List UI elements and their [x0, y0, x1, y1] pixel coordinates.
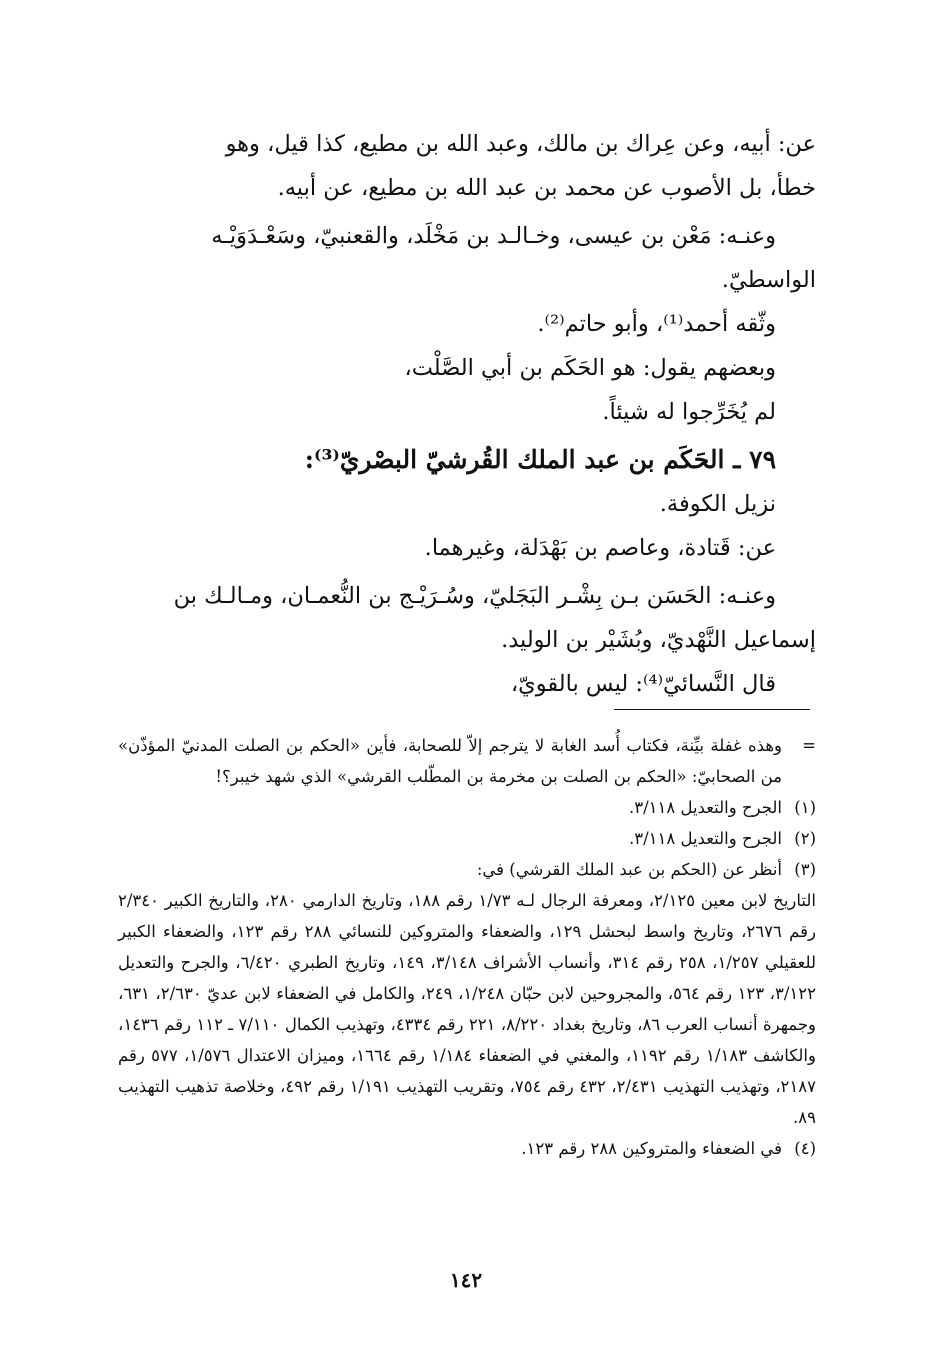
text-line: نزيل الكوفة. — [659, 491, 776, 517]
text-line: عن: أبيه، وعن عِراك بن مالك، وعبد الله بن مطيع، كذا قيل، وهو — [225, 131, 816, 157]
footnote-number: (٤) — [794, 1139, 816, 1158]
entry-title: ٧٩ ـ الحَكَم بن عبد الملك القُرشيّ البصْريّ⁽³⁾: — [304, 445, 776, 474]
text-line: وعنـه: الحَسَن بـن بِشْـر البَجَليّ، وسُـرَيْـج بن النُّعمـان، ومـالـك بن — [173, 583, 776, 609]
text-line: عن: قَتادة، وعاصم بن بَهْدَلة، وغيرهما. — [424, 535, 776, 561]
text-line: إسماعيل النَّهْديّ، وبُشَيْر بن الوليد. — [501, 627, 816, 653]
text-line: الواسطيّ. — [721, 267, 816, 293]
footnote-4 — [118, 1133, 816, 1164]
footnote-2 — [118, 823, 816, 854]
text-line: وثّقه أحمد⁽¹⁾، وأبو حاتم⁽²⁾. — [537, 311, 776, 337]
footnote-text: الجرح والتعديل ٣/١١٨. — [628, 798, 782, 817]
footnote-text: أنظر عن (الحكم بن عبد الملك القرشي) في: — [476, 860, 782, 879]
footnote-number: (٣) — [794, 860, 816, 879]
footnote-number: (٢) — [794, 829, 816, 848]
text-line: لم يُخَرِّجوا له شيئاً. — [602, 399, 776, 425]
footnote-text: الجرح والتعديل ٣/١١٨. — [628, 829, 782, 848]
text-line: وبعضهم يقول: هو الحَكَم بن أبي الصَّلْت، — [404, 355, 776, 381]
page-number: ١٤٢ — [449, 1268, 483, 1292]
footnotes — [118, 730, 816, 1164]
footnote-number: (١) — [794, 798, 816, 817]
footnote-1 — [118, 792, 816, 823]
text-line: وعنـه: مَعْن بن عيسى، وخـالـد بن مَخْلَد، والقعنبيّ، وسَعْـدَوَيْـه — [211, 223, 776, 249]
footnote-continuation — [118, 730, 816, 792]
footnote-3 — [118, 854, 816, 885]
footnote-text: وهذه غفلة بيِّنة، فكتاب أُسد الغابة لا يترجم إلاّ للصحابة، فأين «الحكم بن الصلت المدنيّ المؤذّن» من الصحابيّ: «الحكم بن الصلت بن مخرمة بن المطّلب القرشي» الذي شهد خيبر؟! — [118, 736, 782, 786]
continuation-mark: = — [802, 736, 816, 755]
text-line: خطأ، بل الأصوب عن محمد بن عبد الله بن مطيع، عن أبيه. — [277, 175, 816, 201]
text-line: قال النَّسائيّ⁽⁴⁾: ليس بالقويّ، — [510, 671, 776, 697]
footnote-text: في الضعفاء والمتروكين ٢٨٨ رقم ١٢٣. — [521, 1139, 782, 1158]
main-text — [118, 122, 816, 706]
footnote-3-details: التاريخ لابن معين ٢/١٢٥، ومعرفة الرجال لـه ١/٧٣ رقم ١٨٨، وتاريخ الدارمي ٢٨٠، والتاريخ الكبير ٢/٣٤٠ رقم ٢٦٧٦، وتاريخ واسط لبحشل ١٢٩، والضعفاء والمتروكين للنسائي ٢٨٨ رقم ١٢٣، والضعفاء الكبير للعقيلي ١/٢٥٧، ٢٥٨ رقم ٣١٤، وأنساب الأشراف ٣/١٤٨، ١٤٩، وتاريخ الطبري ٦/٤٢٠، والجرح والتعديل ٣/١٢٢، ١٢٣ رقم ٥٦٤، والمجروحين لابن حبّان ١/٢٤٨، ٢٤٩، والكامل في الضعفاء لابن عديّ ٢/٦٣٠، ٦٣١، وجمهرة أنساب العرب ٨٦، وتاريخ بغداد ٨/٢٢٠، ٢٢١ رقم ٤٣٣٤، وتهذيب الكمال ٧/١١٠ ـ ١١٢ رقم ١٤٣٦، والكاشف ١/١٨٣ رقم ١١٩٢، والمغني في الضعفاء ١/١٨٤ رقم ١٦٦٤، وميزان الاعتدال ١/٥٧٦، ٥٧٧ رقم ٢١٨٧، وتهذيب التهذيب ٢/٤٣١، ٤٣٢ رقم ٧٥٤، وتقريب التهذيب ١/١٩١ رقم ٤٩٢، وخلاصة تذهيب التهذيب ٨٩. — [118, 891, 817, 1127]
footnote-separator — [614, 709, 810, 710]
